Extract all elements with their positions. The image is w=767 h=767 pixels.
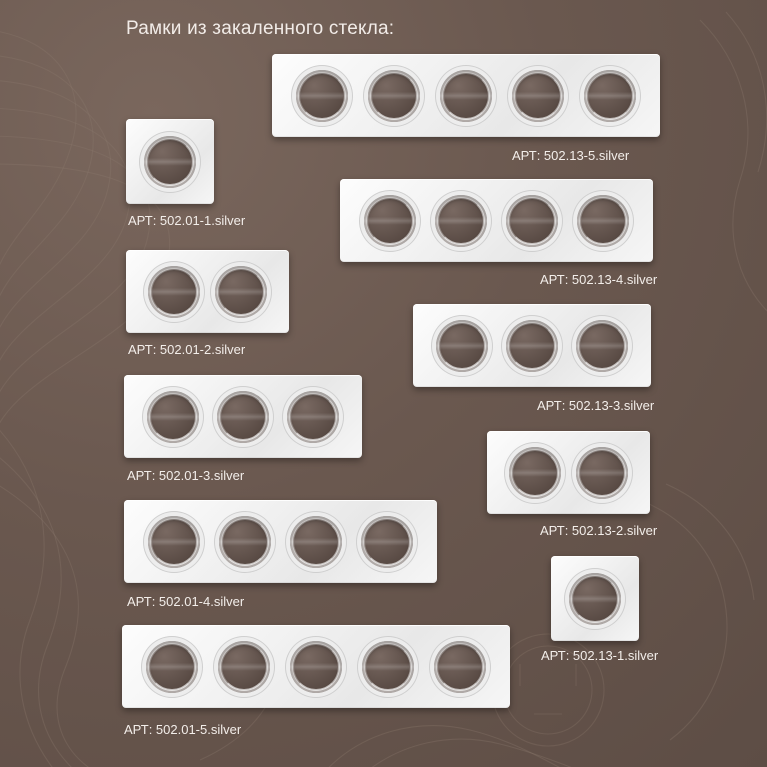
product-code-caption: АРТ: 502.01-5.silver (124, 722, 242, 737)
socket-cutout (434, 641, 486, 693)
product-code-caption: АРТ: 502.01-3.silver (127, 468, 245, 483)
glass-frame-plate (272, 54, 660, 137)
product-code-caption: АРТ: 502.01-4.silver (127, 594, 245, 609)
glass-frame-plate (413, 304, 651, 387)
glass-frame-plate (124, 375, 362, 458)
socket-cutout (364, 195, 416, 247)
socket-cutout (362, 641, 414, 693)
socket-cutout (440, 70, 492, 122)
socket-cutout (148, 266, 200, 318)
socket-cutout (215, 266, 267, 318)
socket-cutout (509, 447, 561, 499)
socket-cutout (436, 320, 488, 372)
product-code-caption: АРТ: 502.13-3.silver (537, 398, 655, 413)
socket-cutout (146, 641, 198, 693)
socket-cutout (148, 516, 200, 568)
product-code-caption: АРТ: 502.13-5.silver (512, 148, 630, 163)
product-code-caption: АРТ: 502.13-2.silver (540, 523, 658, 538)
socket-cutout (576, 320, 628, 372)
socket-cutout (217, 391, 269, 443)
glass-frame-plate (126, 119, 214, 204)
socket-cutout (435, 195, 487, 247)
socket-cutout (361, 516, 413, 568)
glass-frame-plate (340, 179, 653, 262)
glass-frame-plate (124, 500, 437, 583)
glass-frame-plate (126, 250, 289, 333)
socket-cutout (147, 391, 199, 443)
socket-cutout (584, 70, 636, 122)
socket-cutout (218, 641, 270, 693)
socket-cutout (290, 641, 342, 693)
socket-cutout (287, 391, 339, 443)
product-code-caption: АРТ: 502.01-2.silver (128, 342, 246, 357)
glass-frame-plate (487, 431, 650, 514)
socket-cutout (144, 136, 196, 188)
product-code-caption: АРТ: 502.13-4.silver (540, 272, 658, 287)
socket-cutout (290, 516, 342, 568)
socket-cutout (577, 195, 629, 247)
socket-cutout (368, 70, 420, 122)
socket-cutout (576, 447, 628, 499)
socket-cutout (506, 195, 558, 247)
glass-frame-plate (122, 625, 510, 708)
product-code-caption: АРТ: 502.13-1.silver (541, 648, 659, 663)
product-code-caption: АРТ: 502.01-1.silver (128, 213, 246, 228)
socket-cutout (569, 573, 621, 625)
glass-frame-plate (551, 556, 639, 641)
socket-cutout (512, 70, 564, 122)
socket-cutout (219, 516, 271, 568)
socket-cutout (506, 320, 558, 372)
socket-cutout (296, 70, 348, 122)
page-title: Рамки из закаленного стекла: (126, 18, 395, 39)
